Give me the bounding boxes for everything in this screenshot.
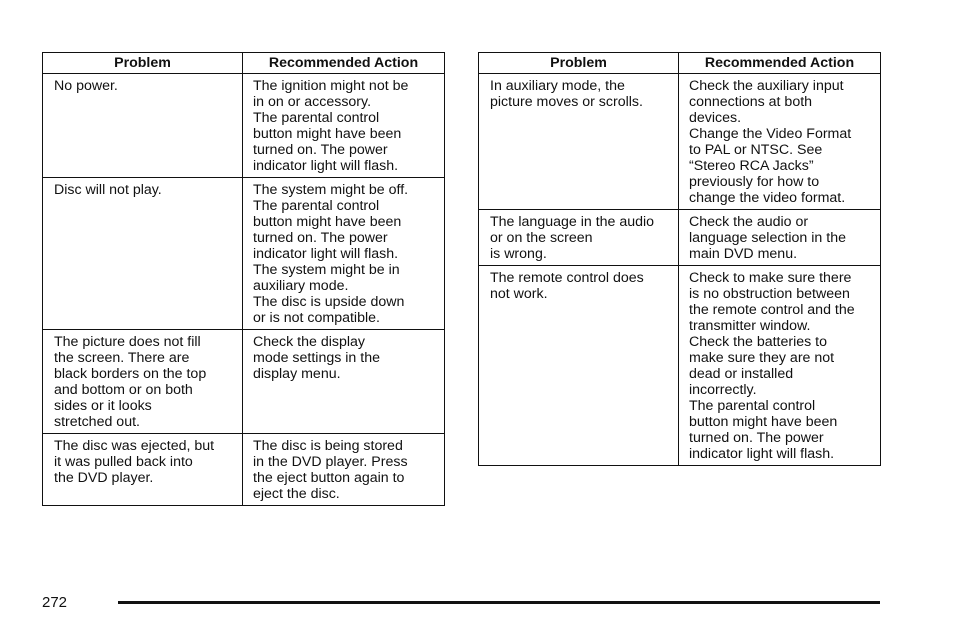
cell-text-line: The parental control [253,110,380,126]
cell-text-line: The language in the audio [490,214,655,230]
cell-text-line: language selection in the [689,230,846,246]
cell-text-line: main DVD menu. [689,246,798,262]
table-row [479,210,881,266]
cell-text-line: display menu. [253,366,341,382]
cell-text-line: Check to make sure there [689,270,852,286]
column-header-recommended-action: Recommended Action [243,53,445,74]
table-row [479,74,881,210]
cell-text-line: turned on. The power [253,230,388,246]
cell-text-line: transmitter window. [689,318,811,334]
cell-text-line: dead or installed [689,366,794,382]
problem-cell [43,178,243,330]
cell-text-line: indicator light will flash. [689,446,835,462]
troubleshooting-table-left [42,52,445,506]
cell-text-line: The parental control [253,198,380,214]
cell-text-line: sides or it looks [54,398,152,414]
cell-text-line: devices. [689,110,742,126]
cell-text-line: In auxiliary mode, the [490,78,625,94]
cell-text-line: Disc will not play. [54,182,162,198]
column-header-problem: Problem [43,53,243,74]
cell-text-line: the DVD player. [54,470,154,486]
cell-text-line: button might have been [689,414,838,430]
problem-cell [43,330,243,434]
cell-text-line: is no obstruction between [689,286,850,302]
cell-text-line: The disc is being stored [253,438,403,454]
problem-cell [479,74,679,210]
troubleshooting-table-right [478,52,881,466]
cell-text-line: No power. [54,78,118,94]
table-row [43,434,445,506]
cell-text-line: indicator light will flash. [253,246,399,262]
cell-text-line: or is not compatible. [253,310,380,326]
table-header-row [479,53,881,74]
cell-text-line: eject the disc. [253,486,340,502]
cell-text-line: not work. [490,286,548,302]
cell-text-line: and bottom or on both [54,382,193,398]
cell-text-line: Check the batteries to [689,334,828,350]
cell-text-line: make sure they are not [689,350,835,366]
cell-text-line: turned on. The power [689,430,824,446]
cell-text-line: The system might be in [253,262,400,278]
cell-text-line: stretched out. [54,414,140,430]
cell-text-line: previously for how to [689,174,820,190]
recommended-action-cell [679,266,881,466]
table-row [43,178,445,330]
column-header-problem: Problem [479,53,679,74]
cell-text-line: incorrectly. [689,382,757,398]
cell-text-line: or on the screen [490,230,593,246]
cell-text-line: in on or accessory. [253,94,372,110]
recommended-action-cell [243,434,445,506]
cell-text-line: The remote control does [490,270,644,286]
cell-text-line: picture moves or scrolls. [490,94,643,110]
table-row [43,74,445,178]
cell-text-line: The picture does not fill [54,334,201,350]
cell-text-line: turned on. The power [253,142,388,158]
recommended-action-cell [679,210,881,266]
problem-cell [479,266,679,466]
cell-text-line: it was pulled back into [54,454,193,470]
cell-text-line: Change the Video Format [689,126,852,142]
cell-text-line: Check the display [253,334,365,350]
recommended-action-cell [243,178,445,330]
recommended-action-cell [679,74,881,210]
recommended-action-cell [243,330,445,434]
table-row [479,266,881,466]
cell-text-line: The disc is upside down [253,294,405,310]
cell-text-line: in the DVD player. Press [253,454,408,470]
cell-text-line: The parental control [689,398,816,414]
table-header-row [43,53,445,74]
cell-text-line: The disc was ejected, but [54,438,215,454]
cell-text-line: connections at both [689,94,813,110]
problem-cell [43,74,243,178]
problem-cell [479,210,679,266]
cell-text-line: mode settings in the [253,350,380,366]
cell-text-line: to PAL or NTSC. See [689,142,823,158]
column-header-recommended-action: Recommended Action [679,53,881,74]
cell-text-line: auxiliary mode. [253,278,349,294]
cell-text-line: the remote control and the [689,302,855,318]
cell-text-line: indicator light will flash. [253,158,399,174]
page-number: 272 [42,594,68,611]
table-row [43,330,445,434]
cell-text-line: The ignition might not be [253,78,409,94]
problem-cell [43,434,243,506]
cell-text-line: button might have been [253,126,402,142]
cell-text-line: The system might be off. [253,182,409,198]
footer-rule [118,601,880,604]
cell-text-line: Check the audio or [689,214,809,230]
cell-text-line: Check the auxiliary input [689,78,844,94]
cell-text-line: the eject button again to [253,470,405,486]
cell-text-line: button might have been [253,214,402,230]
cell-text-line: is wrong. [490,246,547,262]
cell-text-line: “Stereo RCA Jacks” [689,158,814,174]
cell-text-line: change the video format. [689,190,846,206]
recommended-action-cell [243,74,445,178]
cell-text-line: black borders on the top [54,366,207,382]
cell-text-line: the screen. There are [54,350,190,366]
